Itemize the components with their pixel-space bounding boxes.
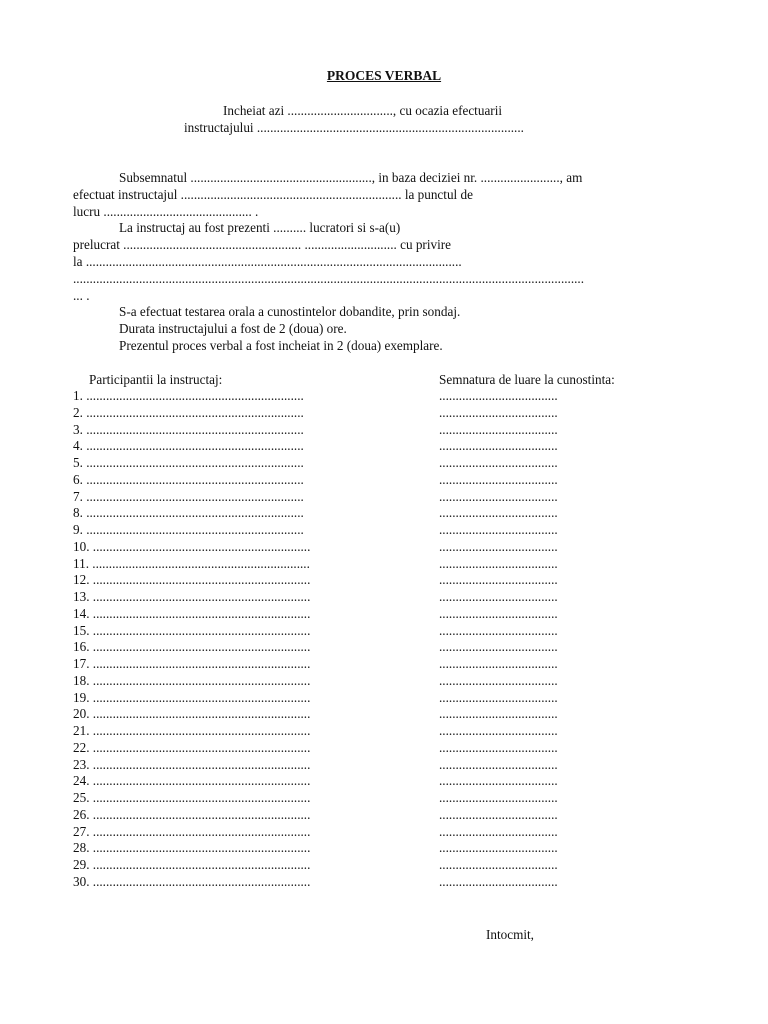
participant-signature-line: ....................................	[439, 756, 558, 772]
participant-signature-line: ....................................	[439, 723, 558, 738]
participant-signature-line: ....................................	[439, 873, 558, 889]
signature-header: Semnatura de luare la cunostinta:	[439, 372, 615, 387]
participant-signature-line: ....................................	[439, 488, 558, 504]
participant-signature-line: ....................................	[439, 438, 558, 454]
header-line-1: Incheiat azi ................................, cu ocazia efectuarii	[223, 103, 503, 118]
paragraph-2-line-5: ... .	[73, 288, 90, 303]
participant-signature-line: ....................................	[439, 622, 558, 638]
participant-signature-line: ....................................	[439, 421, 558, 437]
participant-signature-line: ....................................	[439, 806, 558, 822]
participant-signature-line: ....................................	[439, 522, 558, 537]
participant-name-line: 23. ..................................................................	[73, 756, 311, 772]
participant-name-line: 20. ..................................................................	[73, 706, 311, 722]
participant-signature-line: ....................................	[439, 605, 558, 621]
participant-name-line: 28. ..................................................................	[73, 840, 311, 856]
paragraph-2-line-2: prelucrat ...................................................... ............................ cu privire	[73, 237, 451, 252]
participant-name-line: 14. ..................................................................	[73, 605, 311, 621]
participant-signature-line: ....................................	[439, 739, 558, 755]
participants-header: Participantii la instructaj:	[89, 372, 223, 387]
participant-signature-line: ....................................	[439, 555, 558, 571]
participant-signature-line: ....................................	[439, 388, 558, 403]
participant-name-line: 25. ..................................................................	[73, 790, 311, 805]
participant-name-line: 18. ..................................................................	[73, 672, 311, 688]
paragraph-4: Durata instructajului a fost de 2 (doua) ore.	[119, 321, 347, 336]
header-line-2: instructajului .................................................................................	[184, 120, 524, 135]
participant-name-line: 22. ..................................................................	[73, 739, 311, 755]
participant-name-line: 27. ..................................................................	[73, 823, 311, 839]
participant-name-line: 26. ..................................................................	[73, 806, 311, 822]
participant-signature-line: ....................................	[439, 790, 558, 805]
participant-name-line: 17. ..................................................................	[73, 656, 311, 671]
paragraph-3: S-a efectuat testarea orala a cunostintelor dobandite, prin sondaj.	[119, 304, 461, 319]
participant-signature-line: ....................................	[439, 404, 558, 420]
participant-name-line: 24. ..................................................................	[73, 773, 311, 789]
participant-name-line: 16. ..................................................................	[73, 639, 311, 655]
participant-signature-line: ....................................	[439, 689, 558, 705]
participant-name-line: 15. ..................................................................	[73, 622, 311, 638]
participant-signature-line: ....................................	[439, 672, 558, 688]
paragraph-5: Prezentul proces verbal a fost incheiat in 2 (doua) exemplare.	[119, 338, 443, 353]
paragraph-1-line-2: efectuat instructajul ................................................................... la punctul de	[73, 187, 473, 202]
participant-name-line: 29. ..................................................................	[73, 857, 311, 872]
participant-signature-line: ....................................	[439, 505, 558, 521]
paragraph-2-line-3: la ..................................................................................................................	[73, 254, 462, 269]
participant-name-line: 9. ..................................................................	[73, 522, 304, 537]
participant-signature-line: ....................................	[439, 589, 558, 604]
participant-name-line: 5. ..................................................................	[73, 455, 304, 470]
participant-name-line: 2. ..................................................................	[73, 404, 304, 420]
participant-signature-line: ....................................	[439, 857, 558, 872]
participant-name-line: 8. ..................................................................	[73, 505, 304, 521]
participant-signature-line: ....................................	[439, 773, 558, 789]
participant-signature-line: ....................................	[439, 639, 558, 655]
paragraph-2-line-4: ...........................................................................................................................................................	[73, 271, 585, 286]
participant-signature-line: ....................................	[439, 455, 558, 470]
document-title: PROCES VERBAL	[326, 68, 442, 83]
participant-signature-line: ....................................	[439, 840, 558, 856]
participant-name-line: 30. ..................................................................	[73, 873, 311, 889]
participant-name-line: 4. ..................................................................	[73, 438, 304, 454]
participant-name-line: 13. ..................................................................	[73, 589, 311, 604]
participant-name-line: 10. ..................................................................	[73, 538, 311, 554]
participant-name-line: 6. ..................................................................	[73, 471, 304, 487]
participant-name-line: 21. ..................................................................	[73, 723, 311, 738]
participant-signature-line: ....................................	[439, 706, 558, 722]
paragraph-2-line-1: La instructaj au fost prezenti .......... lucratori si s-a(u)	[119, 220, 401, 235]
participant-name-line: 12. ..................................................................	[73, 572, 311, 588]
participant-signature-line: ....................................	[439, 572, 558, 588]
participant-signature-line: ....................................	[439, 656, 558, 671]
participant-name-line: 11. ..................................................................	[73, 555, 310, 571]
participant-signature-line: ....................................	[439, 538, 558, 554]
participant-name-line: 19. ..................................................................	[73, 689, 311, 705]
participant-name-line: 7. ..................................................................	[73, 488, 304, 504]
paragraph-1-line-3: lucru ............................................. .	[73, 204, 259, 219]
signed-by-label: Intocmit,	[486, 927, 534, 942]
paragraph-1-line-1: Subsemnatul ......................................................., in baza deciziei nr. ........................, am	[119, 170, 583, 185]
participant-signature-line: ....................................	[439, 471, 558, 487]
participant-name-line: 1. ..................................................................	[73, 388, 304, 403]
participant-name-line: 3. ..................................................................	[73, 421, 304, 437]
participant-signature-line: ....................................	[439, 823, 558, 839]
